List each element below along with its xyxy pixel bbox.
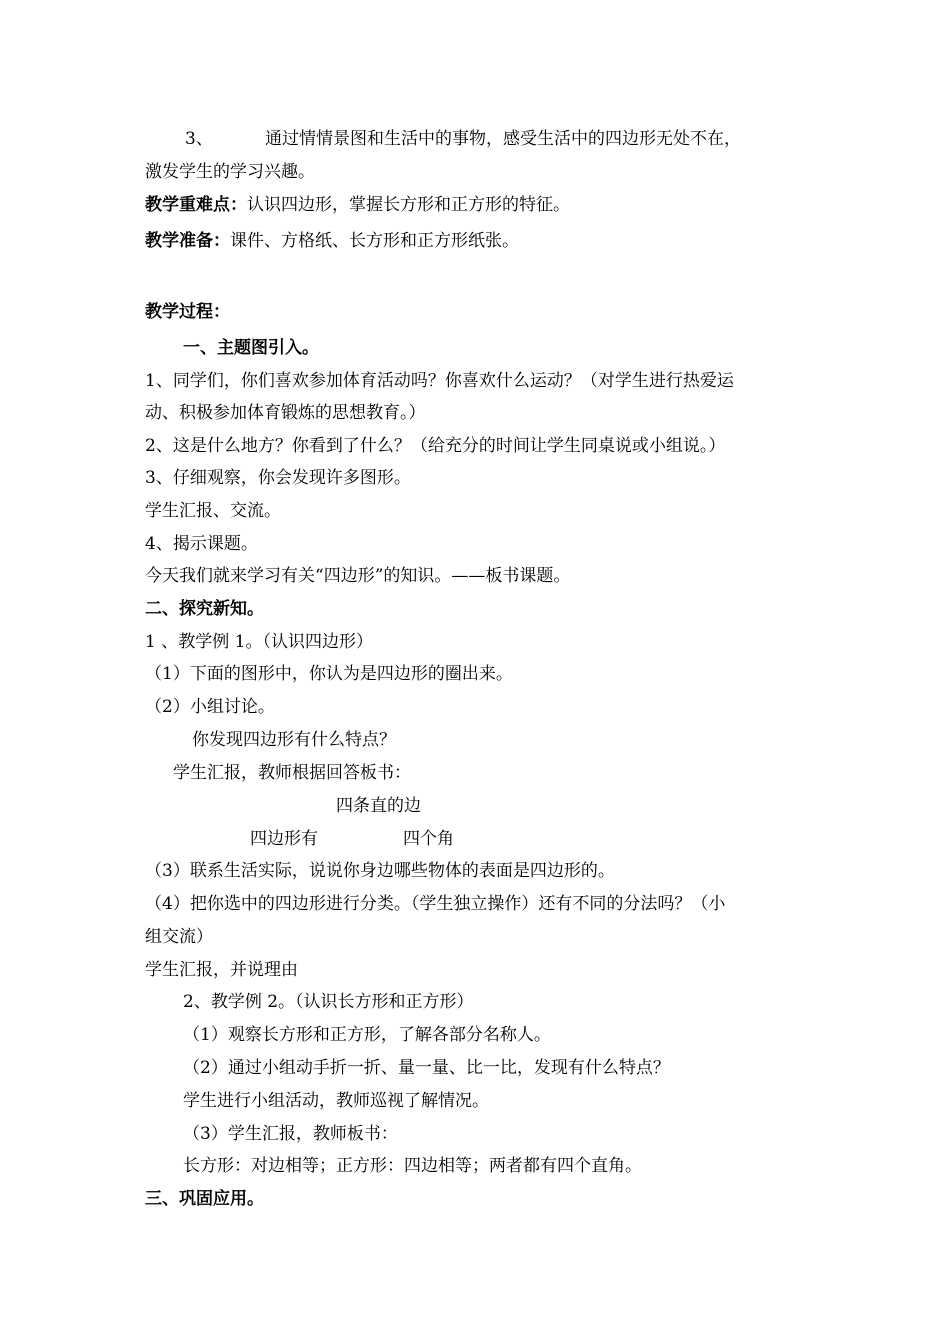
- key-points-label: 教学重难点：: [145, 195, 247, 215]
- key-points-line: [145, 194, 570, 216]
- section-1-line: 4、揭示课题。: [145, 534, 258, 554]
- group-activity: 学生进行小组活动，教师巡视了解情况。: [183, 1091, 489, 1111]
- discussion-question: 你发现四边形有什么特点？: [192, 730, 396, 750]
- example-2-title: 2、教学例 2。（认识长方形和正方形）: [183, 992, 474, 1012]
- key-points-text: 认识四边形，掌握长方形和正方形的特征。: [247, 195, 570, 215]
- board-conclusion: 长方形：对边相等；正方形：四边相等；两者都有四个直角。: [183, 1156, 642, 1176]
- board-sides: 四条直的边: [336, 796, 421, 816]
- goal-3-number: 3、: [185, 129, 213, 149]
- section-1-line: 学生汇报、交流。: [145, 501, 281, 521]
- preparation-line: [145, 230, 519, 252]
- example-1-step-2: （2）小组讨论。: [145, 697, 275, 717]
- section-1-heading: 一、主题图引入。: [183, 338, 319, 358]
- example-1-step-4-continuation: 组交流）: [145, 927, 213, 947]
- section-2-heading: 二、探究新知。: [145, 599, 264, 619]
- section-1-line: 动、积极参加体育锻炼的思想教育。）: [145, 403, 426, 423]
- board-has: 四边形有: [250, 829, 318, 849]
- example-2-step-3: （3）学生汇报，教师板书：: [183, 1124, 398, 1144]
- preparation-label: 教学准备：: [145, 231, 230, 251]
- example-2-step-2: （2）通过小组动手折一折、量一量、比一比，发现有什么特点？: [183, 1058, 670, 1078]
- example-1-step-1: （1）下面的图形中，你认为是四边形的圈出来。: [145, 664, 513, 684]
- process-heading: 教学过程：: [145, 302, 230, 322]
- section-1-line: 1、同学们，你们喜欢参加体育活动吗？你喜欢什么运动？（对学生进行热爱运: [145, 371, 734, 391]
- goal-3-text: 通过情情景图和生活中的事物，感受生活中的四边形无处不在，: [265, 129, 741, 149]
- example-2-step-1: （1）观察长方形和正方形，了解各部分名称人。: [183, 1025, 551, 1045]
- student-report-2: 学生汇报，并说理由: [145, 960, 298, 980]
- student-report: 学生汇报，教师根据回答板书：: [173, 763, 411, 783]
- section-1-line: 今天我们就来学习有关“四边形”的知识。——板书课题。: [145, 566, 571, 586]
- example-1-step-3: （3）联系生活实际，说说你身边哪些物体的表面是四边形的。: [145, 861, 615, 881]
- section-1-line: 3、仔细观察，你会发现许多图形。: [145, 468, 411, 488]
- example-1-step-4: （4）把你选中的四边形进行分类。（学生独立操作）还有不同的分法吗？（小: [145, 894, 726, 914]
- section-3-heading: 三、巩固应用。: [145, 1189, 264, 1209]
- preparation-text: 课件、方格纸、长方形和正方形纸张。: [230, 231, 519, 251]
- board-angles: 四个角: [403, 829, 454, 849]
- example-1-title: 1 、教学例 1。（认识四边形）: [145, 632, 373, 652]
- section-1-line: 2、这是什么地方？你看到了什么？（给充分的时间让学生同桌说或小组说。）: [145, 436, 726, 456]
- goal-3-continuation: 激发学生的学习兴趣。: [145, 162, 315, 182]
